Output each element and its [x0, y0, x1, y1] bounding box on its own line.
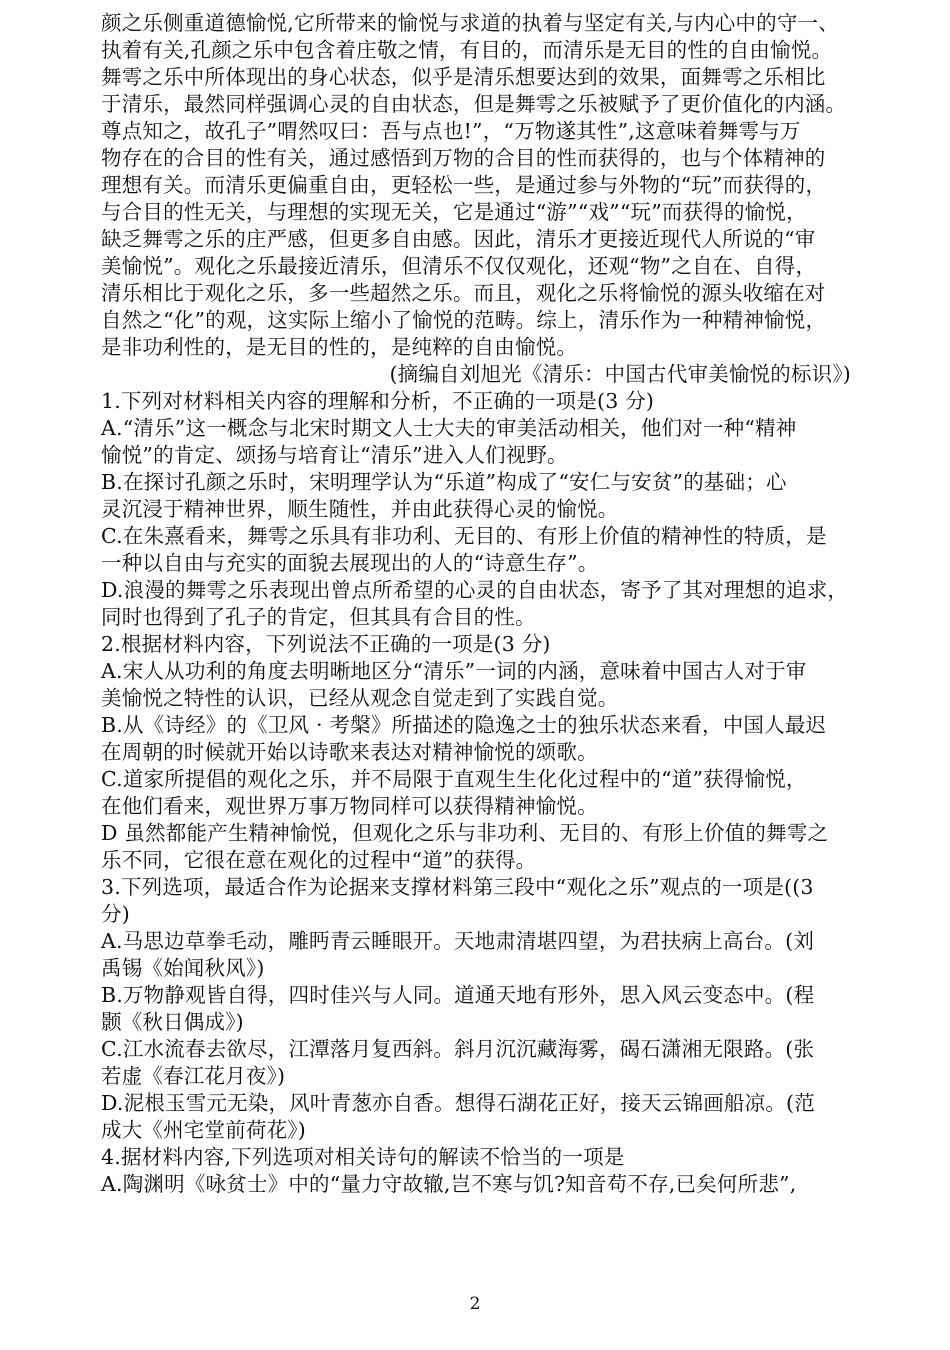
question-line: D.泥根玉雪元无染，风叶青葱亦自香。想得石湖花正好，接天云锦画船凉。(范	[101, 1091, 815, 1115]
passage-line: 缺乏舞雩之乐的庄严感，但更多自由感。因此，清乐才更接近现代人所说的“审	[101, 227, 816, 251]
passage-line: 尊点知之，故孔子”喟然叹曰：吾与点也!”，“万物遂其性”,这意味着舞雩与万	[101, 119, 801, 143]
question-line: C.在朱熹看来，舞雩之乐具有非功利、无目的、有形上价值的精神性的特质，是	[101, 524, 827, 548]
questions-section	[101, 388, 857, 1198]
passage-line: 执着有关,孔颜之乐中包含着庄敬之情，有目的，而清乐是无目的性的自由愉悦。	[101, 38, 833, 62]
question-line: 3.下列选项，最适合作为论据来支撑材料第三段中“观化之乐”观点的一项是((3	[101, 875, 814, 899]
question-line: A.宋人从功利的角度去明晰地区分“清乐”一词的内涵，意味着中国古人对于审	[101, 659, 807, 683]
question-line: 愉悦”的肯定、颂扬与培育让“清乐”进入人们视野。	[101, 443, 568, 467]
question-line: B.从《诗经》的《卫风 · 考槃》所描述的隐逸之士的独乐状态来看，中国人最迟	[101, 713, 827, 737]
passage-line: 理想有关。而清乐更偏重自由，更轻松一些，是通过参与外物的“玩”而获得的，	[101, 173, 827, 197]
question-line: D 虽然都能产生精神愉悦，但观化之乐与非功利、无目的、有形上价值的舞雩之	[101, 821, 829, 845]
question-line: 美愉悦之特性的认识，已经从观念自觉走到了实践自觉。	[101, 686, 619, 710]
question-line: B.在探讨孔颜之乐时，宋明理学认为“乐道”构成了“安仁与安贫”的基础；心	[101, 470, 787, 494]
passage-line: 美愉悦”。观化之乐最接近清乐，但清乐不仅仅观化，还观“物”之自在、自得，	[101, 254, 817, 278]
question-line: 灵沉浸于精神世界，顺生随性，并由此获得心灵的愉悦。	[101, 497, 619, 521]
question-line: 在他们看来，观世界万事万物同样可以获得精神愉悦。	[101, 794, 598, 818]
source-citation: (摘编自刘旭光《清乐：中国古代审美愉悦的标识》)	[389, 362, 851, 386]
page-content	[101, 10, 857, 1198]
passage-line: 自然之“化”的观，这实际上缩小了愉悦的范畴。综上，清乐作为一种精神愉悦，	[101, 308, 827, 332]
question-line: 2.根据材料内容，下列说法不正确的一项是(3 分)	[101, 632, 551, 656]
passage-line: 与合目的性无关，与理想的实现无关，它是通过“游”“戏”“玩”而获得的愉悦，	[101, 200, 807, 224]
question-line: A.马思边草拳毛动，雕眄青云睡眼开。天地肃清堪四望，为君扶病上高台。(刘	[101, 929, 815, 953]
question-line: 乐不同，它很在意在观化的过程中“道”的获得。	[101, 848, 537, 872]
passage-line: 舞雩之乐中所体现出的身心状态，似乎是清乐想要达到的效果，面舞雩之乐相比	[101, 65, 826, 89]
question-line: B.万物静观皆自得，四时佳兴与人同。道通天地有形外，思入风云变态中。(程	[101, 983, 815, 1007]
passage-line: 物存在的合目的性有关，通过感悟到万物的合目的性而获得的，也与个体精神的	[101, 146, 826, 170]
question-line: D.浪漫的舞雩之乐表现出曾点所希望的心灵的自由状态，寄予了其对理想的追求，	[101, 578, 849, 602]
question-line: 1.下列对材料相关内容的理解和分析，不正确的一项是(3 分)	[101, 389, 655, 413]
passage-line: 颜之乐侧重道德愉悦,它所带来的愉悦与求道的执着与坚定有关,与内心中的守一、	[101, 11, 839, 35]
passage-line: 于清乐，最然同样强调心灵的自由状态，但是舞雩之乐被赋予了更价值化的内涵。	[101, 92, 847, 116]
question-line: 在周朝的时候就开始以诗歌来表达对精神愉悦的颂歌。	[101, 740, 598, 764]
question-line: 一种以自由与充实的面貌去展现出的人的“诗意生存”。	[101, 551, 599, 575]
question-line: A.“清乐”这一概念与北宋时期文人士大夫的审美活动相关，他们对一种“精神	[101, 416, 797, 440]
question-line: 4.据材料内容,下列选项对相关诗句的解读不恰当的一项是	[101, 1145, 625, 1169]
passage-text	[101, 10, 857, 361]
question-line: C.江水流春去欲尽，江潭落月复西斜。斜月沉沉藏海雾，碣石潇湘无限路。(张	[101, 1037, 815, 1061]
question-line: 颢《秋日偶成》)	[101, 1010, 244, 1034]
question-line: 分)	[101, 902, 130, 926]
question-line: C.道家所提倡的观化之乐，并不局限于直观生生化化过程中的“道”获得愉悦，	[101, 767, 807, 791]
question-line: 成大《州宅堂前荷花》)	[101, 1118, 306, 1142]
question-line: 同时也得到了孔子的肯定，但其具有合目的性。	[101, 605, 536, 629]
passage-line: 是非功利性的，是无目的性的，是纯粹的自由愉悦。	[101, 335, 578, 359]
passage-line: 清乐相比于观化之乐，多一些超然之乐。而且，观化之乐将愉悦的源头收缩在对	[101, 281, 826, 305]
page-number: 2	[469, 1294, 481, 1314]
question-line: A.陶渊明《咏贫士》中的“量力守故辙,岂不寒与饥?知音苟不存,已矣何所悲”,	[101, 1172, 797, 1196]
question-line: 禹锡《始闻秋风》)	[101, 956, 265, 980]
question-line: 若虚《春江花月夜》)	[101, 1064, 286, 1088]
